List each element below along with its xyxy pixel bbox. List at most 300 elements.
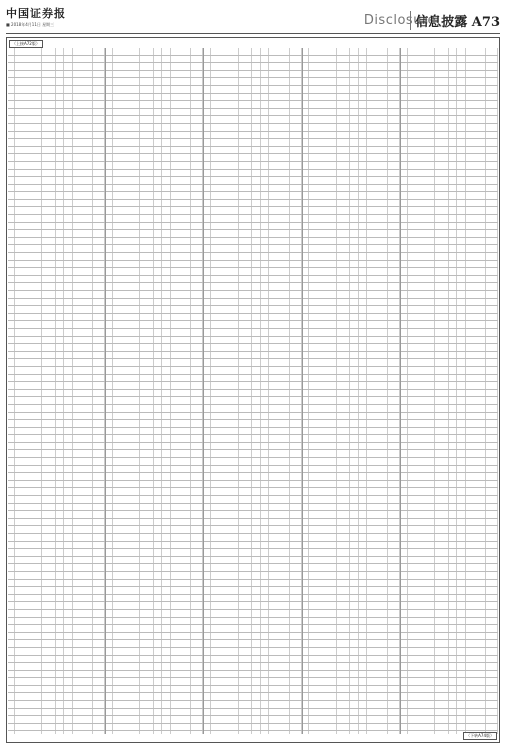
table-row (401, 405, 498, 413)
table-cell (457, 466, 465, 473)
table-cell (466, 686, 487, 693)
table-cell (449, 306, 457, 313)
table-cell (359, 458, 367, 465)
table-cell (401, 63, 408, 70)
table-cell (64, 671, 72, 678)
table-cell (252, 640, 260, 647)
table-cell (15, 731, 42, 734)
table-cell (435, 466, 449, 473)
table-cell (239, 177, 253, 184)
table-cell (171, 344, 192, 351)
table-cell (239, 63, 253, 70)
table-cell (486, 48, 498, 55)
table-cell (466, 443, 487, 450)
table-cell (140, 610, 154, 617)
table-cell (486, 580, 498, 587)
table-row (401, 716, 498, 724)
table-row (303, 78, 400, 86)
table-cell (290, 572, 302, 579)
table-cell (367, 109, 388, 116)
table-row (204, 709, 301, 717)
table-cell (486, 367, 498, 374)
table-cell (269, 306, 290, 313)
table-cell (162, 291, 170, 298)
table-cell (359, 223, 367, 230)
table-row (303, 709, 400, 717)
table-cell (388, 139, 400, 146)
table-cell (367, 321, 388, 328)
table-cell (457, 435, 465, 442)
table-cell (64, 435, 72, 442)
table-cell (486, 109, 498, 116)
table-cell (290, 382, 302, 389)
table-row (8, 116, 105, 124)
table-row (106, 329, 203, 337)
table-cell (269, 63, 290, 70)
table-cell (269, 640, 290, 647)
table-cell (269, 71, 290, 78)
table-cell (449, 261, 457, 268)
table-cell (73, 268, 94, 275)
table-cell (435, 413, 449, 420)
table-cell (56, 526, 64, 533)
table-cell (388, 337, 400, 344)
table-cell (359, 731, 367, 734)
table-cell (408, 245, 435, 252)
table-cell (449, 170, 457, 177)
table-cell (204, 390, 211, 397)
table-cell (309, 306, 336, 313)
table-cell (486, 709, 498, 716)
table-cell (401, 344, 408, 351)
table-cell (113, 375, 140, 382)
table-cell (154, 473, 162, 480)
table-cell (337, 367, 351, 374)
table-cell (350, 375, 358, 382)
table-cell (269, 375, 290, 382)
table-cell (350, 709, 358, 716)
table-cell (191, 215, 203, 222)
table-cell (290, 71, 302, 78)
table-cell (42, 283, 56, 290)
table-cell (350, 473, 358, 480)
table-cell (8, 618, 15, 625)
table-cell (211, 618, 238, 625)
table-cell (367, 633, 388, 640)
table-cell (252, 610, 260, 617)
table-cell (15, 519, 42, 526)
table-cell (367, 488, 388, 495)
table-cell (154, 397, 162, 404)
table-cell (261, 321, 269, 328)
table-cell (466, 253, 487, 260)
table-cell (204, 238, 211, 245)
table-cell (252, 511, 260, 518)
table-cell (8, 549, 15, 556)
table-cell (309, 154, 336, 161)
table-cell (435, 420, 449, 427)
table-row (401, 56, 498, 64)
table-cell (408, 162, 435, 169)
table-cell (337, 299, 351, 306)
table-cell (269, 170, 290, 177)
table-cell (73, 192, 94, 199)
table-row (303, 428, 400, 436)
table-cell (73, 116, 94, 123)
table-cell (106, 481, 113, 488)
table-cell (388, 109, 400, 116)
table-cell (466, 640, 487, 647)
table-cell (486, 306, 498, 313)
table-cell (211, 671, 238, 678)
table-cell (93, 116, 105, 123)
table-cell (303, 78, 310, 85)
table-cell (140, 572, 154, 579)
table-cell (466, 663, 487, 670)
table-cell (466, 671, 487, 678)
table-cell (309, 716, 336, 723)
table-cell (466, 496, 487, 503)
table-cell (401, 245, 408, 252)
table-cell (309, 359, 336, 366)
table-cell (15, 488, 42, 495)
table-cell (252, 564, 260, 571)
table-cell (140, 405, 154, 412)
table-row (303, 731, 400, 734)
table-cell (290, 78, 302, 85)
table-cell (367, 443, 388, 450)
table-cell (191, 78, 203, 85)
table-cell (56, 390, 64, 397)
table-cell (42, 648, 56, 655)
table-cell (8, 132, 15, 139)
table-cell (106, 382, 113, 389)
table-row (303, 94, 400, 102)
table-cell (93, 420, 105, 427)
table-cell (309, 71, 336, 78)
table-cell (449, 587, 457, 594)
table-cell (309, 587, 336, 594)
table-cell (113, 618, 140, 625)
table-cell (211, 640, 238, 647)
table-cell (303, 716, 310, 723)
table-cell (56, 610, 64, 617)
table-cell (359, 63, 367, 70)
table-row (106, 337, 203, 345)
table-cell (290, 245, 302, 252)
table-cell (140, 397, 154, 404)
table-cell (359, 177, 367, 184)
table-cell (337, 268, 351, 275)
table-cell (486, 200, 498, 207)
table-cell (106, 86, 113, 93)
table-cell (73, 488, 94, 495)
table-cell (261, 458, 269, 465)
table-cell (15, 572, 42, 579)
table-cell (162, 466, 170, 473)
table-cell (337, 526, 351, 533)
table-row (401, 580, 498, 588)
table-cell (359, 162, 367, 169)
table-cell (269, 473, 290, 480)
table-cell (8, 678, 15, 685)
table-cell (486, 625, 498, 632)
table-cell (15, 595, 42, 602)
table-cell (408, 580, 435, 587)
table-cell (64, 542, 72, 549)
table-cell (457, 633, 465, 640)
table-cell (350, 109, 358, 116)
table-cell (435, 731, 449, 734)
table-cell (162, 450, 170, 457)
table-row (204, 192, 301, 200)
table-cell (367, 511, 388, 518)
table-row (8, 253, 105, 261)
table-cell (42, 580, 56, 587)
table-row (303, 367, 400, 375)
table-cell (466, 488, 487, 495)
table-cell (204, 139, 211, 146)
table-cell (486, 557, 498, 564)
table-row (106, 109, 203, 117)
table-cell (337, 450, 351, 457)
table-cell (252, 154, 260, 161)
table-cell (449, 420, 457, 427)
table-cell (408, 511, 435, 518)
table-cell (388, 367, 400, 374)
table-cell (106, 230, 113, 237)
table-cell (191, 587, 203, 594)
table-row (106, 731, 203, 734)
table-cell (309, 109, 336, 116)
table-cell (408, 572, 435, 579)
table-cell (211, 147, 238, 154)
table-row (303, 724, 400, 732)
table-row (106, 580, 203, 588)
table-cell (73, 519, 94, 526)
table-cell (42, 147, 56, 154)
table-cell (140, 147, 154, 154)
table-cell (309, 693, 336, 700)
table-cell (239, 709, 253, 716)
table-cell (56, 466, 64, 473)
table-cell (191, 86, 203, 93)
table-cell (309, 625, 336, 632)
table-cell (8, 640, 15, 647)
table-cell (290, 671, 302, 678)
table-cell (388, 397, 400, 404)
table-row (8, 314, 105, 322)
table-cell (401, 618, 408, 625)
table-cell (486, 648, 498, 655)
table-row (204, 71, 301, 79)
table-cell (269, 367, 290, 374)
table-cell (239, 686, 253, 693)
table-cell (162, 78, 170, 85)
table-cell (64, 101, 72, 108)
table-cell (486, 519, 498, 526)
table-cell (337, 731, 351, 734)
table-cell (191, 557, 203, 564)
table-cell (435, 230, 449, 237)
table-cell (466, 701, 487, 708)
disclosure-table-frame (6, 37, 500, 743)
table-cell (93, 663, 105, 670)
table-cell (204, 200, 211, 207)
table-row (303, 177, 400, 185)
table-cell (350, 610, 358, 617)
table-cell (449, 329, 457, 336)
table-cell (239, 724, 253, 731)
table-row (401, 48, 498, 56)
table-cell (15, 276, 42, 283)
table-cell (466, 466, 487, 473)
table-cell (191, 496, 203, 503)
table-cell (171, 291, 192, 298)
table-cell (408, 261, 435, 268)
table-cell (171, 656, 192, 663)
continued-from-label: （上接A72版） (9, 40, 43, 48)
table-cell (457, 116, 465, 123)
table-row (303, 337, 400, 345)
table-cell (140, 200, 154, 207)
table-cell (290, 488, 302, 495)
table-cell (154, 185, 162, 192)
table-cell (261, 63, 269, 70)
table-cell (449, 504, 457, 511)
table-row (8, 170, 105, 178)
table-cell (211, 109, 238, 116)
table-cell (261, 147, 269, 154)
table-cell (15, 526, 42, 533)
table-cell (171, 382, 192, 389)
table-row (303, 481, 400, 489)
table-cell (171, 686, 192, 693)
table-cell (204, 63, 211, 70)
table-cell (367, 276, 388, 283)
table-cell (64, 78, 72, 85)
table-cell (367, 63, 388, 70)
table-cell (388, 253, 400, 260)
table-cell (337, 177, 351, 184)
table-row (106, 154, 203, 162)
table-cell (350, 488, 358, 495)
table-cell (269, 580, 290, 587)
table-cell (359, 549, 367, 556)
table-cell (56, 633, 64, 640)
table-cell (449, 648, 457, 655)
table-row (303, 299, 400, 307)
section-title: 信息披露 A73 (410, 11, 500, 30)
table-cell (204, 245, 211, 252)
table-cell (388, 344, 400, 351)
table-cell (154, 154, 162, 161)
table-row (8, 177, 105, 185)
table-cell (73, 656, 94, 663)
table-row (303, 542, 400, 550)
table-cell (359, 170, 367, 177)
table-cell (8, 534, 15, 541)
table-cell (269, 595, 290, 602)
table-cell (408, 154, 435, 161)
table-cell (449, 542, 457, 549)
table-row (401, 519, 498, 527)
table-cell (309, 511, 336, 518)
table-row (106, 352, 203, 360)
table-row (204, 686, 301, 694)
table-cell (435, 405, 449, 412)
table-cell (56, 435, 64, 442)
table-cell (204, 678, 211, 685)
table-cell (239, 78, 253, 85)
table-cell (309, 435, 336, 442)
table-cell (269, 648, 290, 655)
table-row (401, 542, 498, 550)
table-cell (171, 693, 192, 700)
table-cell (106, 549, 113, 556)
table-row (106, 223, 203, 231)
table-row (8, 390, 105, 398)
table-cell (113, 283, 140, 290)
table-cell (309, 337, 336, 344)
table-cell (113, 435, 140, 442)
table-cell (56, 580, 64, 587)
table-cell (449, 580, 457, 587)
table-cell (466, 610, 487, 617)
table-cell (56, 245, 64, 252)
table-cell (239, 716, 253, 723)
table-cell (359, 253, 367, 260)
table-row (8, 587, 105, 595)
table-cell (309, 291, 336, 298)
table-cell (191, 716, 203, 723)
table-cell (191, 640, 203, 647)
table-cell (171, 329, 192, 336)
table-cell (191, 397, 203, 404)
table-cell (64, 656, 72, 663)
table-cell (154, 207, 162, 214)
table-cell (106, 640, 113, 647)
table-row (106, 101, 203, 109)
table-cell (309, 602, 336, 609)
table-cell (449, 86, 457, 93)
table-cell (350, 693, 358, 700)
table-cell (191, 488, 203, 495)
table-row (303, 595, 400, 603)
table-cell (15, 428, 42, 435)
table-cell (435, 306, 449, 313)
table-cell (15, 420, 42, 427)
table-cell (106, 306, 113, 313)
table-cell (93, 337, 105, 344)
table-cell (261, 587, 269, 594)
table-cell (8, 413, 15, 420)
table-cell (408, 337, 435, 344)
table-cell (204, 223, 211, 230)
table-cell (140, 549, 154, 556)
table-cell (449, 443, 457, 450)
table-cell (435, 435, 449, 442)
table-cell (239, 618, 253, 625)
table-cell (252, 450, 260, 457)
table-cell (269, 86, 290, 93)
table-cell (261, 185, 269, 192)
table-cell (388, 268, 400, 275)
table-cell (303, 390, 310, 397)
table-cell (204, 435, 211, 442)
table-cell (359, 443, 367, 450)
table-cell (8, 329, 15, 336)
